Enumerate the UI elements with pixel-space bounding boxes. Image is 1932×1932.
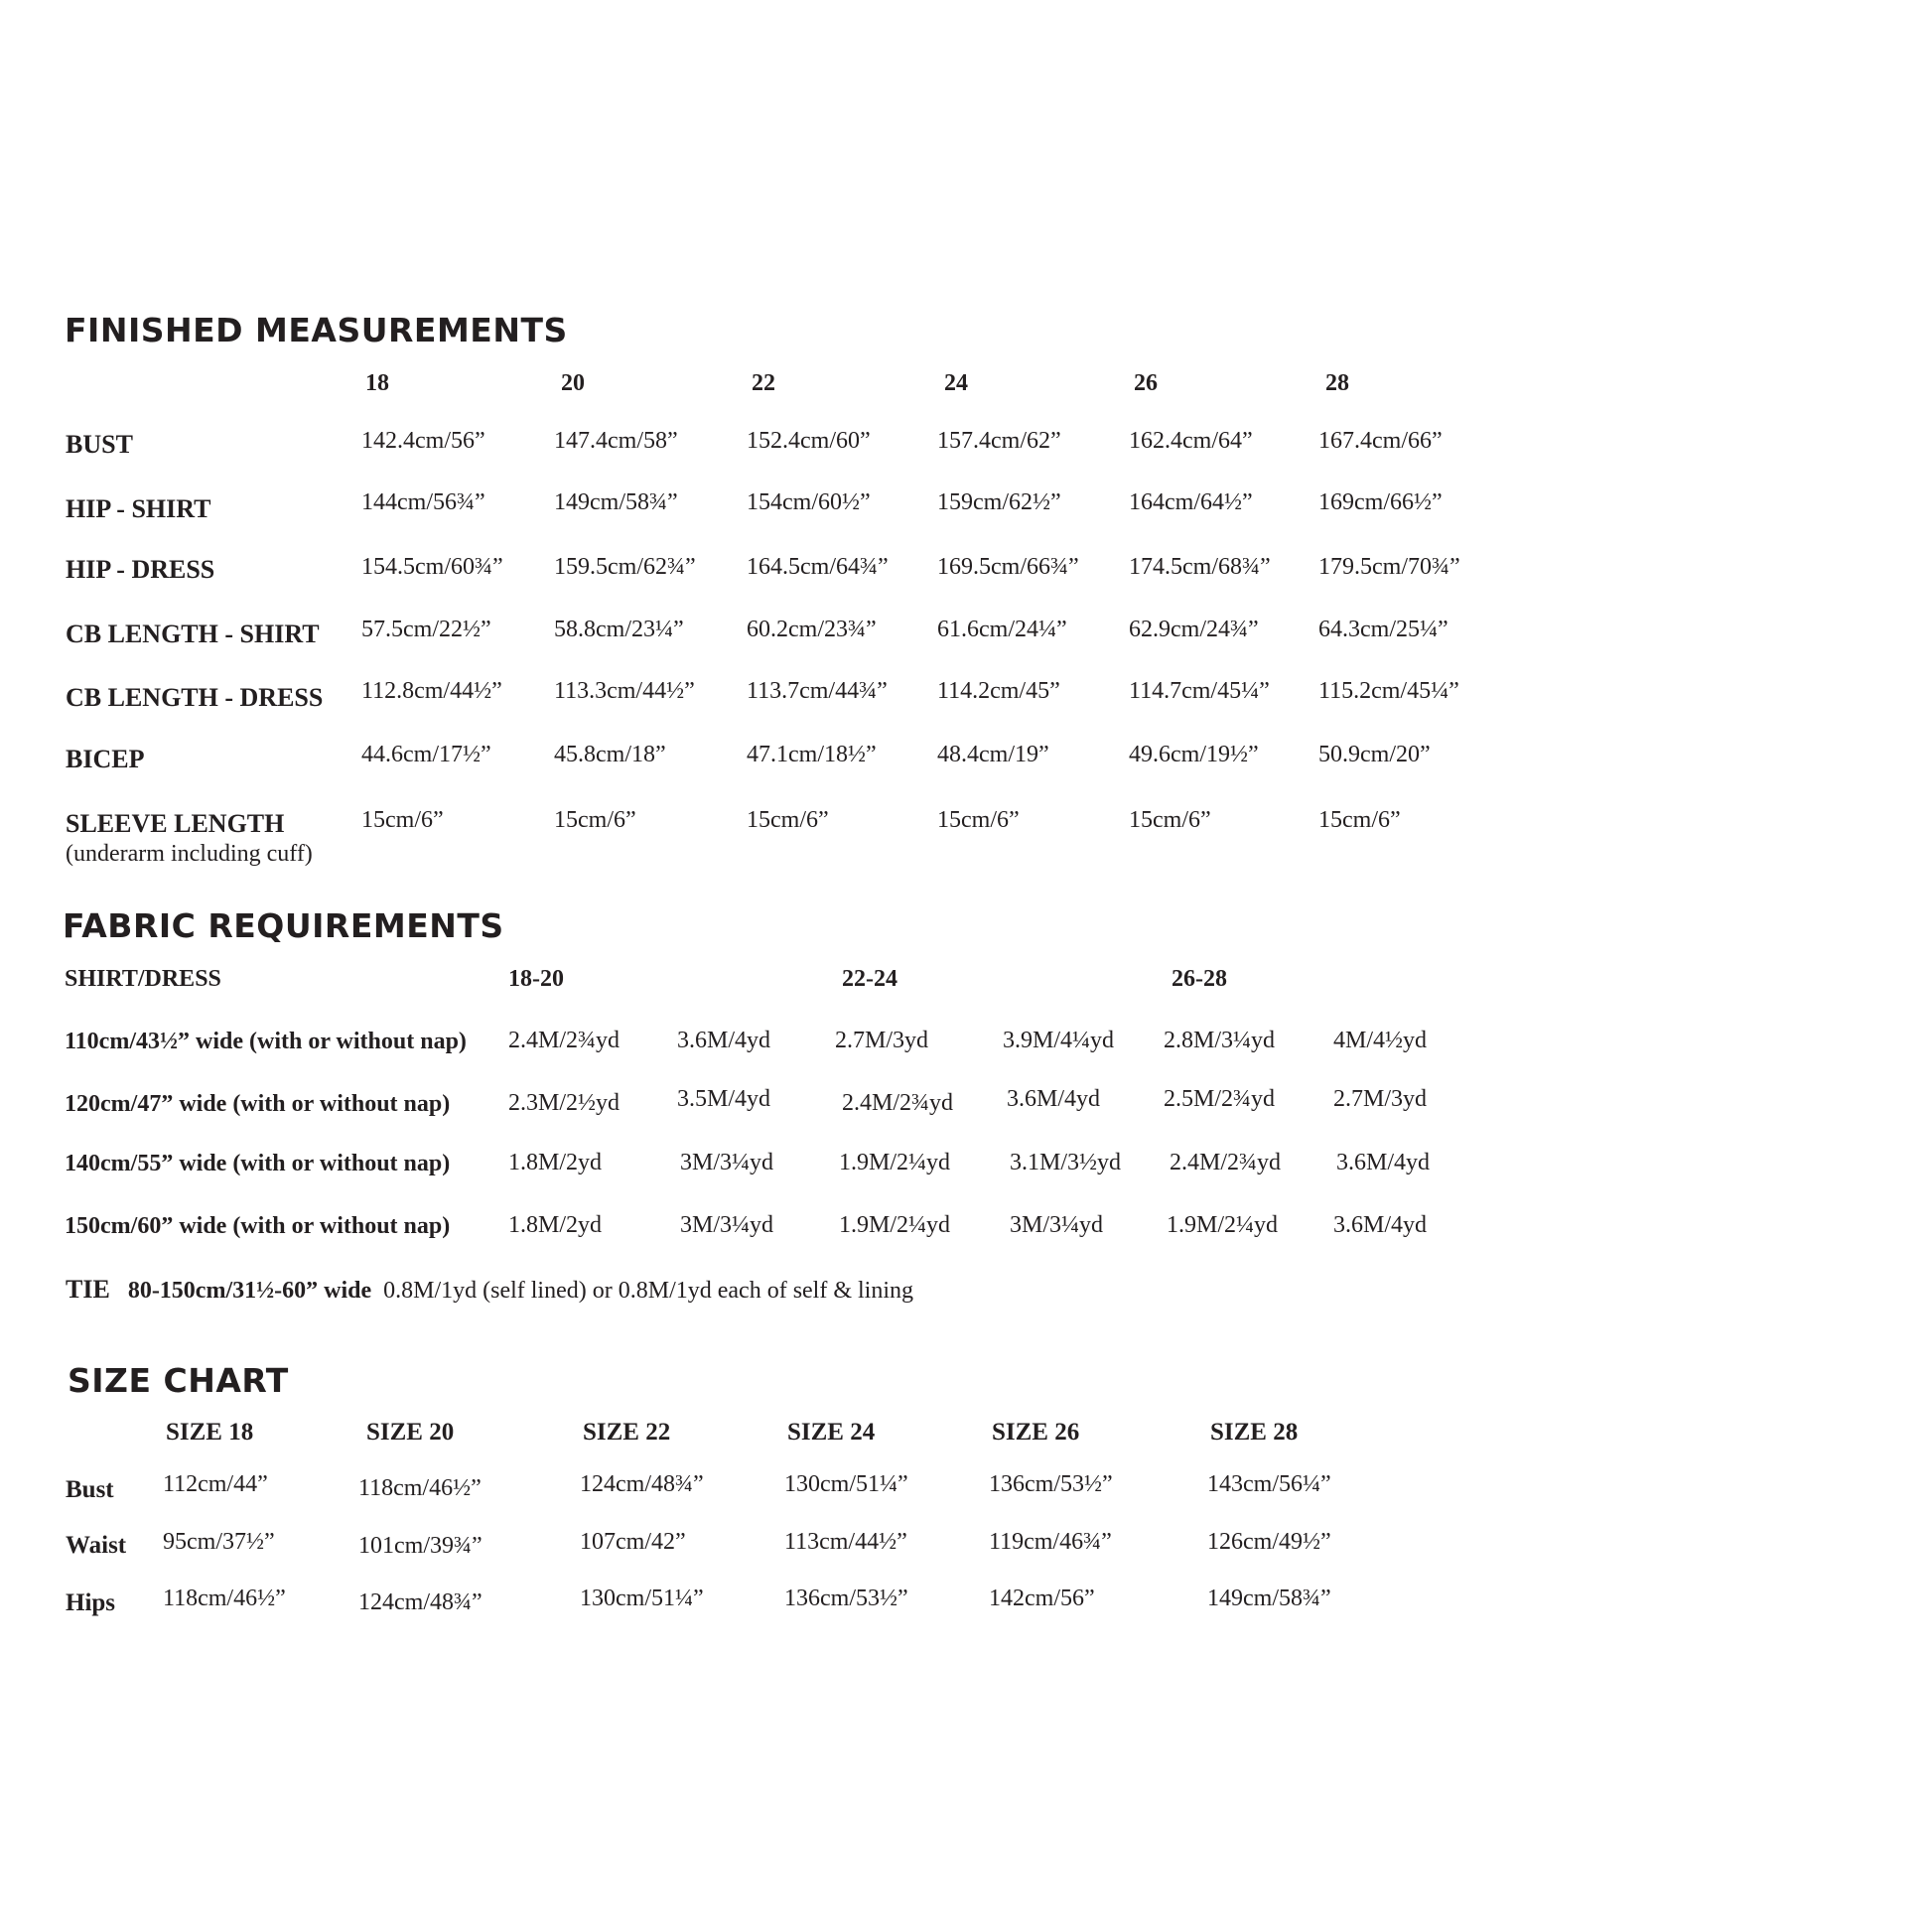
tie-line — [66, 1277, 913, 1303]
sc-size-header: SIZE 24 — [787, 1419, 876, 1446]
fm-cell: 147.4cm/58” — [554, 428, 678, 454]
fm-cell: 159cm/62½” — [937, 489, 1061, 515]
fm-cell: 57.5cm/22½” — [361, 617, 491, 642]
fm-cell: 157.4cm/62” — [937, 428, 1061, 454]
fm-cell: 15cm/6” — [747, 807, 829, 833]
sc-size-header: SIZE 26 — [992, 1419, 1080, 1446]
fm-cell: 45.8cm/18” — [554, 742, 666, 767]
fm-cell: 48.4cm/19” — [937, 742, 1049, 767]
fr-cell: 1.9M/2¼yd — [839, 1150, 951, 1175]
fabric-requirements-title: FABRIC REQUIREMENTS — [63, 906, 504, 945]
fm-cell: 113.7cm/44¾” — [747, 678, 888, 704]
fr-cell: 2.8M/3¼yd — [1164, 1028, 1276, 1053]
fm-cell: 142.4cm/56” — [361, 428, 485, 454]
fm-cell: 58.8cm/23¼” — [554, 617, 684, 642]
tie-text: 0.8M/1yd (self lined) or 0.8M/1yd each of self & lining — [383, 1278, 914, 1304]
fm-cell: 115.2cm/45¼” — [1318, 678, 1459, 704]
fm-cell: 164cm/64½” — [1129, 489, 1253, 515]
sc-cell: 112cm/44” — [163, 1471, 268, 1497]
fm-cell: 114.7cm/45¼” — [1129, 678, 1270, 704]
fm-cell: 174.5cm/68¾” — [1129, 554, 1271, 580]
sc-cell: 149cm/58¾” — [1207, 1586, 1331, 1611]
fr-row-label: 120cm/47” wide (with or without nap) — [65, 1091, 451, 1117]
fm-cell: 112.8cm/44½” — [361, 678, 502, 704]
fm-cell: 15cm/6” — [1318, 807, 1401, 833]
sc-cell: 130cm/51¼” — [580, 1586, 704, 1611]
size-chart-title: SIZE CHART — [68, 1361, 289, 1400]
fr-cell: 2.3M/2½yd — [508, 1090, 621, 1116]
sc-cell: 101cm/39¾” — [358, 1533, 483, 1559]
fm-cell: 114.2cm/45” — [937, 678, 1060, 704]
fm-cell: 164.5cm/64¾” — [747, 554, 889, 580]
fm-cell: 64.3cm/25¼” — [1318, 617, 1449, 642]
sc-size-header: SIZE 22 — [583, 1419, 671, 1446]
fr-cell: 1.9M/2¼yd — [1167, 1212, 1279, 1238]
fm-size-header: 26 — [1134, 370, 1158, 396]
fr-size-group: 18-20 — [508, 966, 564, 992]
sc-size-header: SIZE 18 — [166, 1419, 254, 1446]
fr-row-label: 110cm/43½” wide (with or without nap) — [65, 1029, 467, 1054]
fm-row-label: HIP - SHIRT — [66, 494, 211, 523]
fr-cell: 3.6M/4yd — [1007, 1086, 1101, 1112]
fm-cell: 179.5cm/70¾” — [1318, 554, 1460, 580]
sc-cell: 143cm/56¼” — [1207, 1471, 1331, 1497]
fr-size-group: 26-28 — [1172, 966, 1227, 992]
fm-size-header: 20 — [561, 370, 585, 396]
fm-cell: 162.4cm/64” — [1129, 428, 1253, 454]
fr-cell: 2.4M/2¾yd — [1170, 1150, 1282, 1175]
fr-cell: 3M/3¼yd — [1010, 1212, 1104, 1238]
tie-label: TIE — [66, 1275, 110, 1304]
sc-cell: 136cm/53½” — [784, 1586, 908, 1611]
fr-cell: 1.9M/2¼yd — [839, 1212, 951, 1238]
fr-cell: 3.6M/4yd — [1333, 1212, 1428, 1238]
sc-cell: 119cm/46¾” — [989, 1529, 1112, 1555]
sc-row-label: Bust — [66, 1476, 114, 1503]
fm-cell: 49.6cm/19½” — [1129, 742, 1259, 767]
fr-cell: 4M/4½yd — [1333, 1028, 1428, 1053]
fm-cell: 169cm/66½” — [1318, 489, 1443, 515]
fm-row-sublabel: (underarm including cuff) — [66, 841, 313, 867]
fm-cell: 60.2cm/23¾” — [747, 617, 877, 642]
fr-cell: 3M/3¼yd — [680, 1212, 774, 1238]
sc-size-header: SIZE 20 — [366, 1419, 455, 1446]
fr-cell: 2.4M/2¾yd — [508, 1028, 621, 1053]
sc-cell: 118cm/46½” — [358, 1475, 482, 1501]
fm-cell: 169.5cm/66¾” — [937, 554, 1079, 580]
fm-cell: 144cm/56¾” — [361, 489, 485, 515]
fr-cell: 3.5M/4yd — [677, 1086, 771, 1112]
fr-size-group: 22-24 — [842, 966, 897, 992]
fm-row-label: CB LENGTH - DRESS — [66, 683, 324, 712]
fr-cell: 3.9M/4¼yd — [1003, 1028, 1115, 1053]
fr-cell: 3.6M/4yd — [1336, 1150, 1431, 1175]
finished-measurements-title: FINISHED MEASUREMENTS — [65, 311, 568, 349]
fm-row-label: SLEEVE LENGTH — [66, 809, 285, 838]
fr-cell: 2.7M/3yd — [1333, 1086, 1428, 1112]
fr-cell: 1.8M/2yd — [508, 1150, 603, 1175]
fm-row-label: BUST — [66, 430, 133, 459]
fr-row-header: SHIRT/DRESS — [65, 966, 221, 992]
fr-row-label: 140cm/55” wide (with or without nap) — [65, 1151, 451, 1176]
sc-row-label: Waist — [66, 1532, 127, 1559]
sc-cell: 124cm/48¾” — [580, 1471, 704, 1497]
fm-size-header: 24 — [944, 370, 968, 396]
fm-cell: 154cm/60½” — [747, 489, 871, 515]
sc-row-label: Hips — [66, 1589, 116, 1616]
fm-cell: 152.4cm/60” — [747, 428, 871, 454]
sc-cell: 95cm/37½” — [163, 1529, 275, 1555]
sc-cell: 136cm/53½” — [989, 1471, 1113, 1497]
sc-cell: 124cm/48¾” — [358, 1589, 483, 1615]
fm-cell: 44.6cm/17½” — [361, 742, 491, 767]
fm-cell: 149cm/58¾” — [554, 489, 678, 515]
sc-cell: 113cm/44½” — [784, 1529, 907, 1555]
sc-cell: 107cm/42” — [580, 1529, 686, 1555]
fm-size-header: 28 — [1325, 370, 1349, 396]
fm-cell: 61.6cm/24¼” — [937, 617, 1067, 642]
fm-cell: 50.9cm/20” — [1318, 742, 1431, 767]
sc-size-header: SIZE 28 — [1210, 1419, 1299, 1446]
fr-cell: 2.7M/3yd — [835, 1028, 929, 1053]
fm-cell: 154.5cm/60¾” — [361, 554, 503, 580]
fm-row-label: BICEP — [66, 745, 145, 773]
fr-cell: 3.6M/4yd — [677, 1028, 771, 1053]
fr-row-label: 150cm/60” wide (with or without nap) — [65, 1213, 451, 1239]
fr-cell: 1.8M/2yd — [508, 1212, 603, 1238]
sc-cell: 142cm/56” — [989, 1586, 1095, 1611]
fm-cell: 47.1cm/18½” — [747, 742, 877, 767]
tie-width: 80-150cm/31½-60” wide — [127, 1278, 372, 1304]
fr-cell: 2.4M/2¾yd — [842, 1090, 954, 1116]
fm-row-label: CB LENGTH - SHIRT — [66, 620, 320, 648]
fr-cell: 3.1M/3½yd — [1010, 1150, 1122, 1175]
fr-cell: 3M/3¼yd — [680, 1150, 774, 1175]
fm-cell: 15cm/6” — [554, 807, 636, 833]
fm-cell: 15cm/6” — [1129, 807, 1211, 833]
fm-cell: 159.5cm/62¾” — [554, 554, 696, 580]
fm-cell: 62.9cm/24¾” — [1129, 617, 1259, 642]
fr-cell: 2.5M/2¾yd — [1164, 1086, 1276, 1112]
fm-cell: 167.4cm/66” — [1318, 428, 1443, 454]
fm-size-header: 18 — [365, 370, 389, 396]
fm-cell: 113.3cm/44½” — [554, 678, 695, 704]
fm-row-label: HIP - DRESS — [66, 555, 215, 584]
sc-cell: 126cm/49½” — [1207, 1529, 1331, 1555]
sc-cell: 118cm/46½” — [163, 1586, 286, 1611]
fm-cell: 15cm/6” — [937, 807, 1020, 833]
fm-cell: 15cm/6” — [361, 807, 444, 833]
sc-cell: 130cm/51¼” — [784, 1471, 908, 1497]
fm-size-header: 22 — [752, 370, 775, 396]
